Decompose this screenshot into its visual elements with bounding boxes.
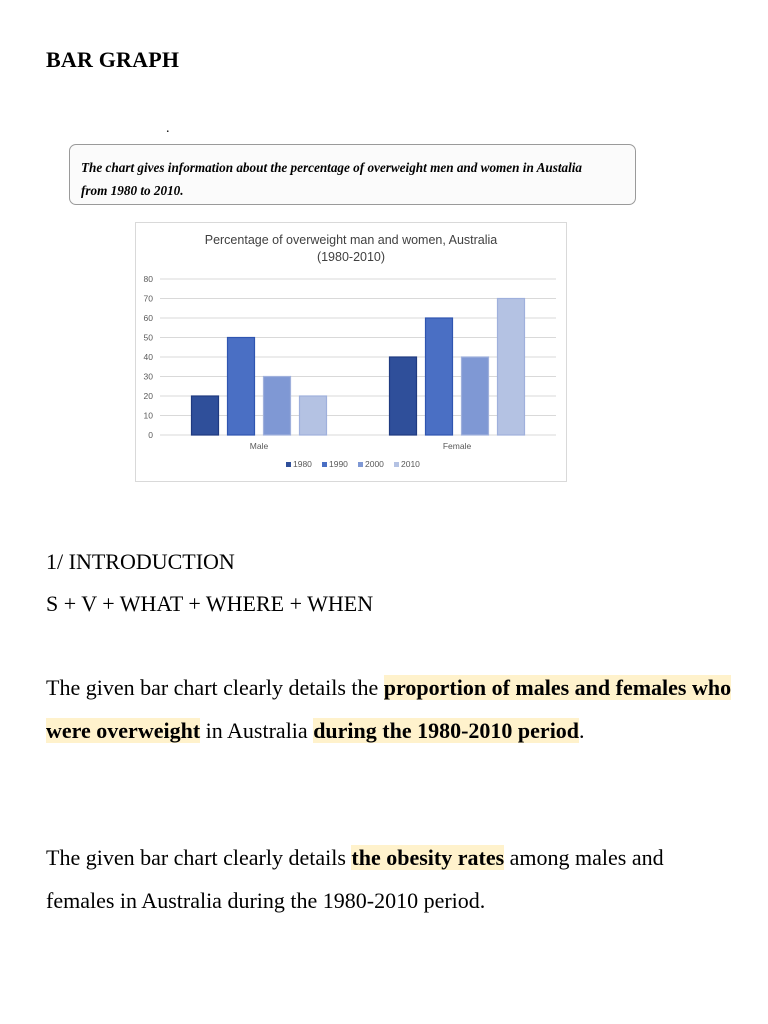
bar: [300, 396, 327, 435]
legend-swatch: [394, 462, 399, 467]
x-category-label: Male: [249, 441, 269, 451]
chart-subtitle: (1980-2010): [316, 250, 386, 264]
y-tick-label: 0: [148, 430, 153, 440]
legend-swatch: [322, 462, 327, 467]
paragraph-1-highlight-b: during the 1980-2010 period: [313, 717, 580, 743]
legend-label: 2010: [401, 459, 420, 469]
paragraph-2-highlight: the obesity rates: [351, 845, 505, 870]
chart-title: Percentage of overweight man and women, Australia: [204, 233, 498, 247]
paragraph-2-text-a: The given bar chart clearly details: [46, 845, 352, 870]
prompt-line-2: from 1980 to 2010.: [81, 183, 184, 198]
section-title: 1/ INTRODUCTION: [46, 549, 235, 574]
y-tick-label: 70: [143, 293, 153, 304]
prompt-line-1: The chart gives information about the percentage of overweight men and women in Austalia: [81, 160, 583, 175]
paragraph-1-text-b: in Australia: [200, 717, 314, 743]
bar: [426, 318, 453, 435]
page-heading: BAR GRAPH: [46, 47, 180, 72]
bar: [192, 396, 219, 435]
paragraph-1-highlight-a: proportion of males and females who were overweight: [46, 675, 732, 743]
y-tick-label: 80: [143, 274, 153, 284]
paragraph-2: [46, 837, 736, 922]
chart-plot: [136, 223, 566, 481]
y-tick-label: 60: [143, 313, 153, 323]
task-prompt-box: [69, 144, 636, 205]
legend-label: 2000: [365, 459, 384, 469]
bar: [390, 357, 417, 435]
y-tick-label: 50: [143, 332, 153, 343]
stray-mark: .: [166, 121, 170, 136]
y-tick-label: 30: [143, 371, 153, 382]
intro-formula: S + V + WHAT + WHERE + WHEN: [46, 591, 374, 616]
legend-swatch: [358, 462, 363, 467]
bar: [498, 299, 525, 436]
legend-swatch: [286, 462, 291, 467]
bar: [228, 338, 255, 436]
y-tick-label: 10: [143, 410, 153, 421]
bar-chart: [135, 222, 567, 482]
y-tick-label: 20: [143, 391, 153, 401]
paragraph-1: [46, 667, 736, 752]
paragraph-1-text-c: .: [579, 717, 585, 743]
paragraph-2-text-b: among males and females in Australia during the 1980-2010 period.: [46, 845, 664, 913]
bar: [264, 377, 291, 436]
paragraph-1-text-a: The given bar chart clearly details the: [46, 675, 384, 700]
x-category-label: Female: [442, 441, 472, 451]
bar: [462, 357, 489, 435]
y-tick-label: 40: [143, 352, 153, 362]
legend-label: 1990: [329, 459, 348, 469]
legend-label: 1980: [293, 459, 312, 469]
